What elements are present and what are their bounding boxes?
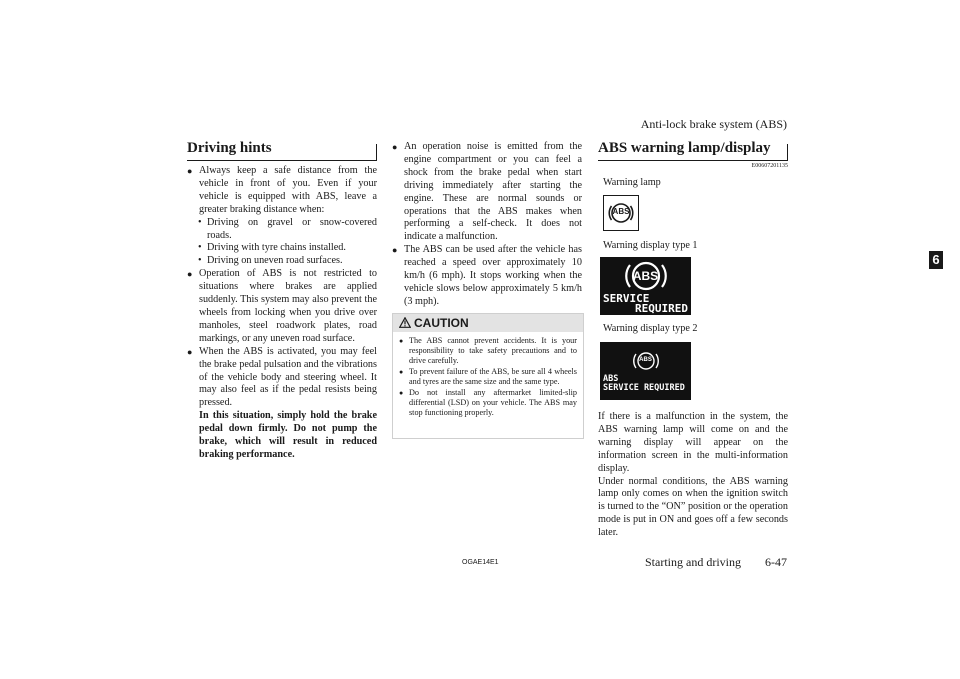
section-name: Starting and driving bbox=[645, 555, 741, 569]
middle-body bbox=[392, 141, 582, 309]
sub-item: • Driving on uneven road surfaces. bbox=[187, 255, 377, 268]
list-item: ● Always keep a safe distance from the vehicle in front of you. Even if your vehicle is equipped with ABS, leave a greater braking distance when: bbox=[187, 165, 377, 217]
paragraph: If there is a malfunction in the system, the ABS warning lamp will come on and the warning display will appear on the information screen in the multi-information display. bbox=[598, 411, 788, 474]
caution-item: ● The ABS cannot prevent accidents. It is your responsibility to take safety precautions and to drive carefully. bbox=[399, 336, 577, 366]
display-type2-label: Warning display type 2 bbox=[603, 323, 698, 334]
caution-body bbox=[393, 332, 583, 423]
caution-item: ● Do not install any aftermarket limited-slip differential (LSD) on your vehicle. The ABS may stop functioning properly. bbox=[399, 388, 577, 418]
reference-code: E00607201135 bbox=[751, 163, 788, 169]
paragraph: Under normal conditions, the ABS warning lamp only comes on when the ignition switch is turned to the “ON” position or the operation mode is put in ON and goes off a few seconds later. bbox=[598, 475, 788, 539]
abs-warning-body bbox=[598, 411, 788, 540]
running-title: Anti-lock brake system (ABS) bbox=[640, 117, 787, 131]
warning-display-type1: ABS SERVICE REQUIRED bbox=[600, 257, 691, 315]
driving-hints-body bbox=[187, 165, 377, 462]
sub-item: • Driving with tyre chains installed. bbox=[187, 242, 377, 255]
list-item: ● When the ABS is activated, you may feel the brake pedal pulsation and the vibrations of the vehicle body and steering wheel. It may also feel as if the pedal resists being pressed. In this situation, simply hold the brake pedal down firmly. Do not pump the brake, which will result in reduced braking performance. bbox=[187, 346, 377, 462]
page-number: 6-47 bbox=[765, 555, 787, 569]
warning-triangle-icon bbox=[399, 315, 411, 333]
section-title-driving-hints: Driving hints bbox=[187, 140, 377, 161]
abs-warning-lamp-icon: ABS bbox=[603, 195, 639, 231]
warning-display-type2: ABS ABS SERVICE REQUIRED bbox=[600, 342, 691, 400]
caution-item: ● To prevent failure of the ABS, be sure all 4 wheels and tyres are the same size and the same type. bbox=[399, 367, 577, 387]
list-item: ● An operation noise is emitted from the engine compartment or you can feel a shock from the brake pedal when start driving immediately after starting the engine. These are normal sounds or operations that the ABS makes when performing a self-check. It does not indicate a malfunction. bbox=[392, 141, 582, 244]
caution-box bbox=[392, 313, 584, 439]
section-title-abs-warning: ABS warning lamp/display bbox=[598, 140, 788, 161]
display-type1-label: Warning display type 1 bbox=[603, 240, 698, 251]
caution-header bbox=[393, 314, 583, 332]
sub-item: • Driving on gravel or snow-covered roads. bbox=[187, 217, 377, 243]
list-item: ● The ABS can be used after the vehicle has reached a speed over approximately 10 km/h (6 mph). It stops working when the vehicle slows below approximately 5 km/h (3 mph). bbox=[392, 244, 582, 309]
caution-title: CAUTION bbox=[414, 316, 469, 330]
document-code: OGAE14E1 bbox=[462, 559, 499, 566]
warning-lamp-label: Warning lamp bbox=[603, 177, 661, 188]
chapter-tab: 6 bbox=[929, 251, 943, 269]
list-item: ● Operation of ABS is not restricted to situations where brakes are applied suddenly. This system may also prevent the wheels from locking when you drive over manholes, steel roadwork plates, road markings, or any uneven road surface. bbox=[187, 268, 377, 345]
bold-instruction: In this situation, simply hold the brake pedal down firmly. Do not pump the brake, which will result in reduced braking performance. bbox=[199, 410, 377, 460]
